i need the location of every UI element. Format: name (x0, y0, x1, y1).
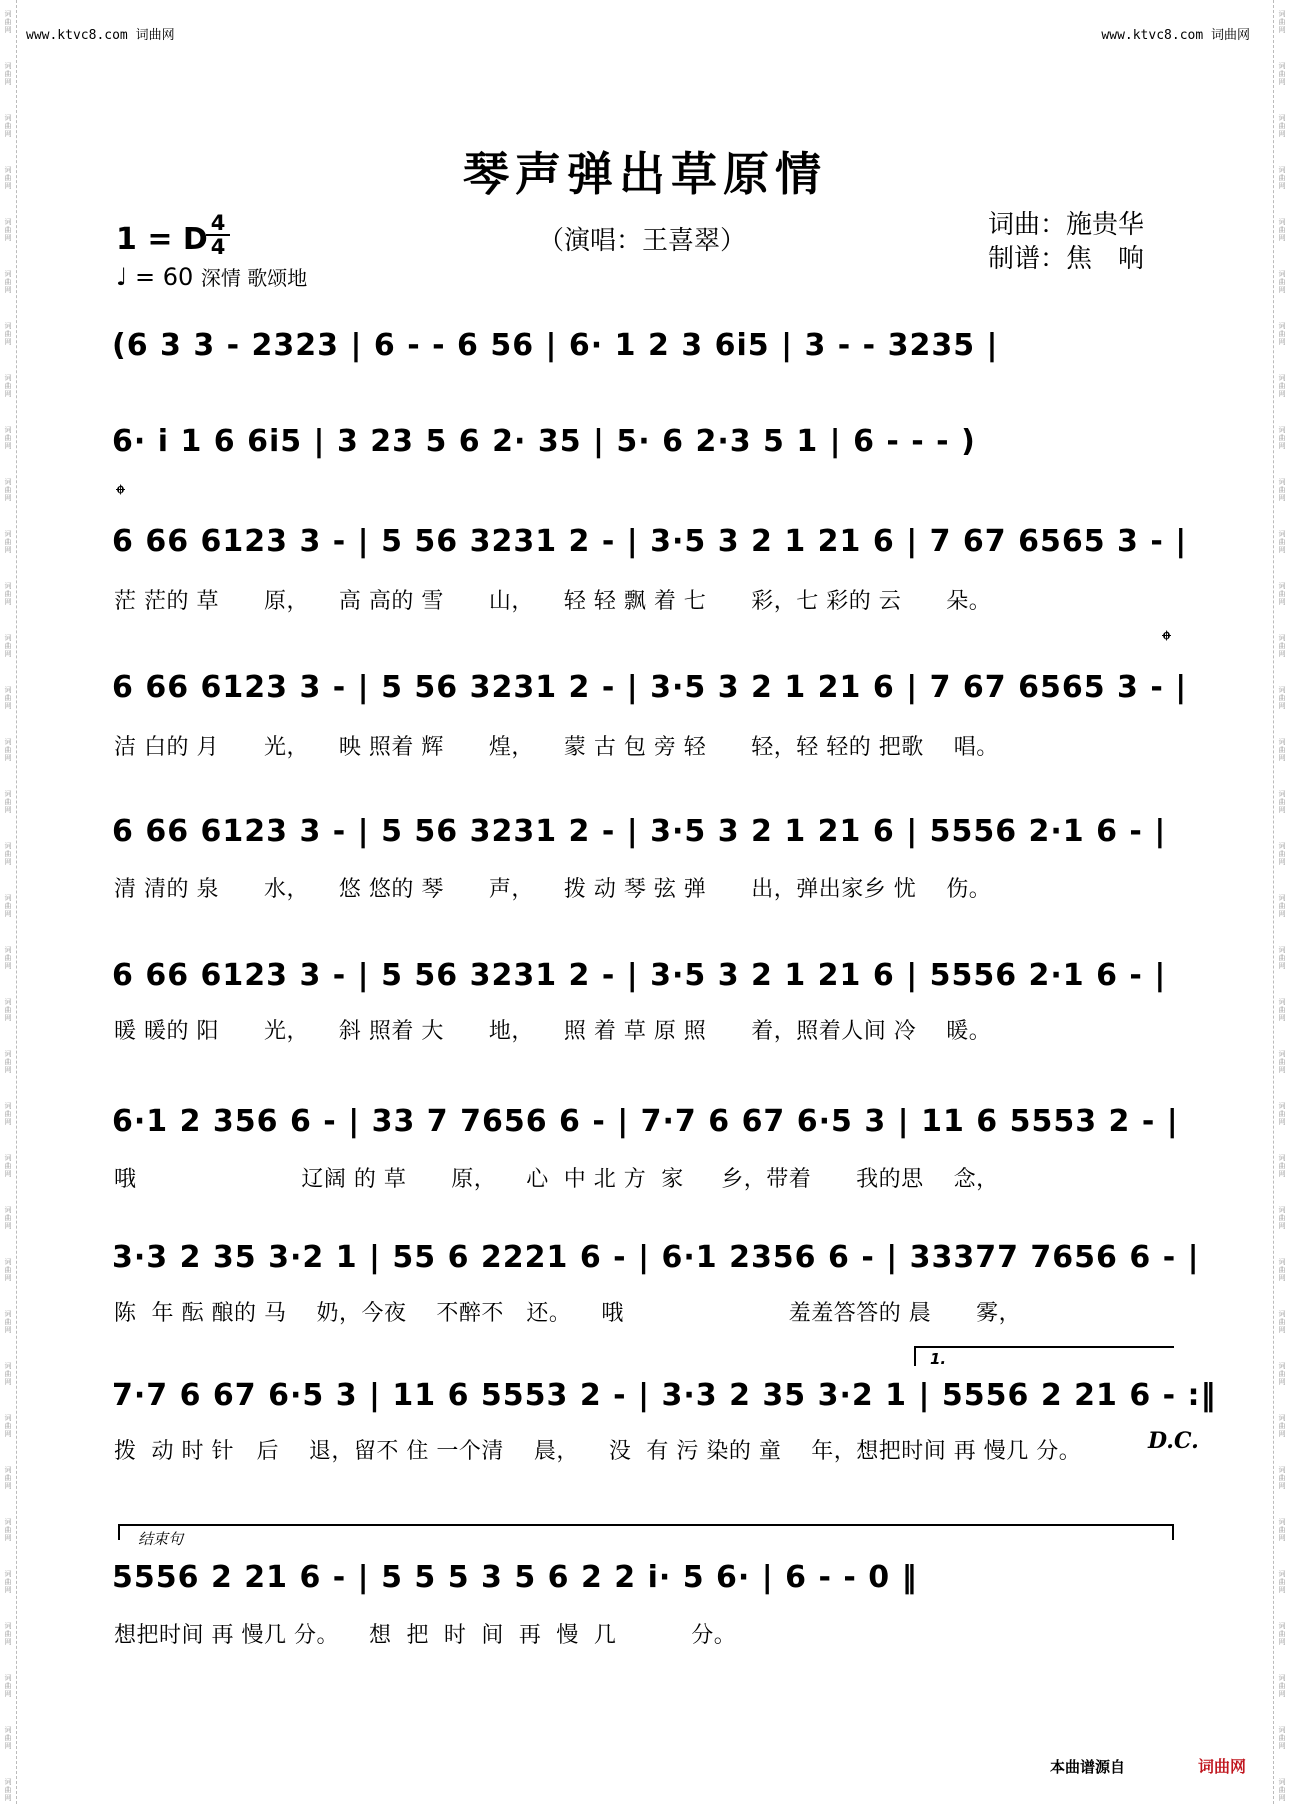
edge-watermark-text: 词 曲 网 (1278, 790, 1286, 814)
edge-watermark-text: 词 曲 网 (1278, 1622, 1286, 1646)
lyric-line-6: 暖 暖的 阳 光， 斜 照着 大 地， 照 着 草 原 照 着，照着人间 冷 暖。 (114, 1019, 992, 1044)
edge-watermark-text: 词 曲 网 (4, 1674, 12, 1698)
edge-watermark-text: 词 曲 网 (1278, 114, 1286, 138)
lyric-line-5: 清 清的 泉 水， 悠 悠的 琴 声， 拨 动 琴 弦 弹 出，弹出家乡 忧 伤。 (114, 877, 992, 902)
left-watermark-strip (0, 0, 17, 1804)
engraver-credit: 制谱：焦 响 (988, 244, 1145, 274)
edge-watermark-text: 词 曲 网 (1278, 1518, 1286, 1542)
edge-watermark-text: 词 曲 网 (4, 1466, 12, 1490)
lyric-line-4: 洁 白的 月 光， 映 照着 辉 煌， 蒙 古 包 旁 轻 轻，轻 轻的 把歌 唱。 (114, 735, 999, 760)
edge-watermark-text: 词 曲 网 (4, 478, 12, 502)
meter-bottom: 4 (206, 234, 230, 258)
edge-watermark-text: 词 曲 网 (1278, 322, 1286, 346)
edge-watermark-text: 词 曲 网 (1278, 1362, 1286, 1386)
edge-watermark-text: 词 曲 网 (4, 946, 12, 970)
lyric-line-3: 茫 茫的 草 原， 高 高的 雪 山， 轻 轻 飘 着 七 彩，七 彩的 云 朵。 (114, 589, 992, 614)
edge-watermark-text: 词 曲 网 (4, 738, 12, 762)
site-watermark-right: www.ktvc8.com 词曲网 (1101, 28, 1250, 43)
edge-watermark-text: 词 曲 网 (1278, 998, 1286, 1022)
edge-watermark-text: 词 曲 网 (1278, 1154, 1286, 1178)
edge-watermark-text: 词 曲 网 (4, 1570, 12, 1594)
edge-watermark-text: 词 曲 网 (1278, 842, 1286, 866)
key-signature: 1 = D (116, 222, 208, 257)
edge-watermark-text: 词 曲 网 (4, 1050, 12, 1074)
edge-watermark-text: 词 曲 网 (1278, 1050, 1286, 1074)
lyric-line-10: 想把时间 再 慢几 分。 想 把 时 间 再 慢 几 分。 (114, 1623, 737, 1648)
edge-watermark-text: 词 曲 网 (1278, 1674, 1286, 1698)
volta-label: 1. (930, 1350, 947, 1368)
edge-watermark-text: 词 曲 网 (1278, 478, 1286, 502)
quarter-note-icon: ♩ (116, 263, 128, 291)
edge-watermark-text: 词 曲 网 (4, 1622, 12, 1646)
edge-watermark-text: 词 曲 网 (4, 894, 12, 918)
lyric-line-9: 拨 动 时 针 后 退，留不 住 一个清 晨， 没 有 污 染的 童 年，想把时间 再 慢几 分。 (114, 1439, 1082, 1464)
ending-phrase-bracket (118, 1524, 1174, 1548)
edge-watermark-text: 词 曲 网 (1278, 738, 1286, 762)
edge-watermark-text: 词 曲 网 (4, 62, 12, 86)
edge-watermark-text: 词 曲 网 (1278, 10, 1286, 34)
edge-watermark-text: 词 曲 网 (4, 426, 12, 450)
notation-line-8: 3·3 2 35 3·2 1 | 55 6 2221 6 - | 6·1 2356 6 - | 33377 7656 6 - | (112, 1240, 1200, 1275)
edge-watermark-text: 词 曲 网 (4, 1310, 12, 1334)
ending-label: 结束句 (138, 1530, 184, 1548)
edge-watermark-text: 词 曲 网 (4, 1414, 12, 1438)
edge-watermark-text: 词 曲 网 (4, 1154, 12, 1178)
time-signature (206, 212, 230, 258)
edge-watermark-text: 词 曲 网 (4, 166, 12, 190)
notation-line-7: 6·1 2 356 6 - | 33 7 7656 6 - | 7·7 6 67 6·5 3 | 11 6 5553 2 - | (112, 1104, 1179, 1139)
notation-line-4: 6 66 6123 3 - | 5 56 3231 2 - | 3·5 3 2 1 21 6 | 7 67 6565 3 - | (112, 670, 1188, 705)
edge-watermark-text: 词 曲 网 (1278, 894, 1286, 918)
notation-line-9: 7·7 6 67 6·5 3 | 11 6 5553 2 - | 3·3 2 35 3·2 1 | 5556 2 21 6 - :‖ (112, 1378, 1217, 1413)
notation-line-1: (6 3 3 - 2323 | 6 - - 6 56 | 6· 1 2 3 6i5 | 3 - - 3235 | (112, 328, 999, 363)
edge-watermark-text: 词 曲 网 (1278, 374, 1286, 398)
site-watermark-left: www.ktvc8.com 词曲网 (26, 28, 175, 43)
edge-watermark-text: 词 曲 网 (4, 1518, 12, 1542)
edge-watermark-text: 词 曲 网 (4, 842, 12, 866)
edge-watermark-text: 词 曲 网 (1278, 426, 1286, 450)
notation-line-2: 6· i 1 6 6i5 | 3 23 5 6 2· 35 | 5· 6 2·3 5 1 | 6 - - - ) (112, 424, 976, 459)
segno-icon: 𝄌 (1162, 626, 1171, 656)
edge-watermark-text: 词 曲 网 (4, 114, 12, 138)
edge-watermark-text: 词 曲 网 (4, 374, 12, 398)
edge-watermark-text: 词 曲 网 (4, 998, 12, 1022)
edge-watermark-text: 词 曲 网 (1278, 1206, 1286, 1230)
edge-watermark-text: 词 曲 网 (4, 1206, 12, 1230)
notation-line-3: 6 66 6123 3 - | 5 56 3231 2 - | 3·5 3 2 1 21 6 | 7 67 6565 3 - | (112, 524, 1188, 559)
edge-watermark-text: 词 曲 网 (4, 1258, 12, 1282)
edge-watermark-text: 词 曲 网 (4, 634, 12, 658)
edge-watermark-text: 词 曲 网 (4, 530, 12, 554)
edge-watermark-text: 词 曲 网 (4, 270, 12, 294)
segno-icon: 𝄌 (116, 480, 125, 510)
edge-watermark-text: 词 曲 网 (1278, 946, 1286, 970)
edge-watermark-text: 词 曲 网 (4, 790, 12, 814)
dc-marking: D.C. (1148, 1428, 1199, 1454)
meter-top: 4 (210, 211, 226, 235)
edge-watermark-text: 词 曲 网 (4, 1362, 12, 1386)
edge-watermark-text: 词 曲 网 (1278, 1310, 1286, 1334)
source-site: 词曲网 (1198, 1757, 1247, 1776)
edge-watermark-text: 词 曲 网 (1278, 1570, 1286, 1594)
edge-watermark-text: 词 曲 网 (1278, 1778, 1286, 1802)
composer-credit: 词曲：施贵华 (988, 210, 1145, 240)
source-label: 本曲谱源自 (1050, 1758, 1126, 1776)
tempo-value: = 60 (134, 263, 194, 291)
edge-watermark-text: 词 曲 网 (1278, 270, 1286, 294)
lyric-line-8: 陈 年 酝 酿的 马 奶，今夜 不醉不 还。 哦 羞羞答答的 晨 雾， (114, 1301, 1022, 1326)
singer-credit: （演唱：王喜翠） (538, 226, 747, 256)
edge-watermark-text: 词 曲 网 (4, 1102, 12, 1126)
edge-watermark-text: 词 曲 网 (1278, 62, 1286, 86)
edge-watermark-text: 词 曲 网 (1278, 218, 1286, 242)
tempo-marking (116, 262, 307, 291)
edge-watermark-text: 词 曲 网 (4, 322, 12, 346)
edge-watermark-text: 词 曲 网 (1278, 1726, 1286, 1750)
edge-watermark-text: 词 曲 网 (4, 1726, 12, 1750)
edge-watermark-text: 词 曲 网 (1278, 686, 1286, 710)
edge-watermark-text: 词 曲 网 (1278, 166, 1286, 190)
edge-watermark-text: 词 曲 网 (4, 686, 12, 710)
edge-watermark-text: 词 曲 网 (1278, 1258, 1286, 1282)
expression-text: 深情 歌颂地 (200, 266, 308, 290)
notation-line-6: 6 66 6123 3 - | 5 56 3231 2 - | 3·5 3 2 1 21 6 | 5556 2·1 6 - | (112, 958, 1167, 993)
notation-line-5: 6 66 6123 3 - | 5 56 3231 2 - | 3·5 3 2 1 21 6 | 5556 2·1 6 - | (112, 814, 1167, 849)
right-watermark-strip (1273, 0, 1290, 1804)
edge-watermark-text: 词 曲 网 (1278, 582, 1286, 606)
first-ending-bracket (914, 1346, 1174, 1366)
edge-watermark-text: 词 曲 网 (1278, 1414, 1286, 1438)
edge-watermark-text: 词 曲 网 (1278, 1102, 1286, 1126)
edge-watermark-text: 词 曲 网 (4, 218, 12, 242)
lyric-line-7: 哦 辽阔 的 草 原， 心 中 北 方 家 乡，带着 我的思 念， (114, 1167, 999, 1192)
song-title: 琴声弹出草原情 (463, 147, 827, 201)
edge-watermark-text: 词 曲 网 (4, 10, 12, 34)
edge-watermark-text: 词 曲 网 (4, 582, 12, 606)
edge-watermark-text: 词 曲 网 (1278, 530, 1286, 554)
edge-watermark-text: 词 曲 网 (1278, 634, 1286, 658)
edge-watermark-text: 词 曲 网 (4, 1778, 12, 1802)
notation-line-10: 5556 2 21 6 - | 5 5 5 3 5 6 2 2 i· 5 6· | 6 - - 0 ‖ (112, 1560, 918, 1595)
edge-watermark-text: 词 曲 网 (1278, 1466, 1286, 1490)
